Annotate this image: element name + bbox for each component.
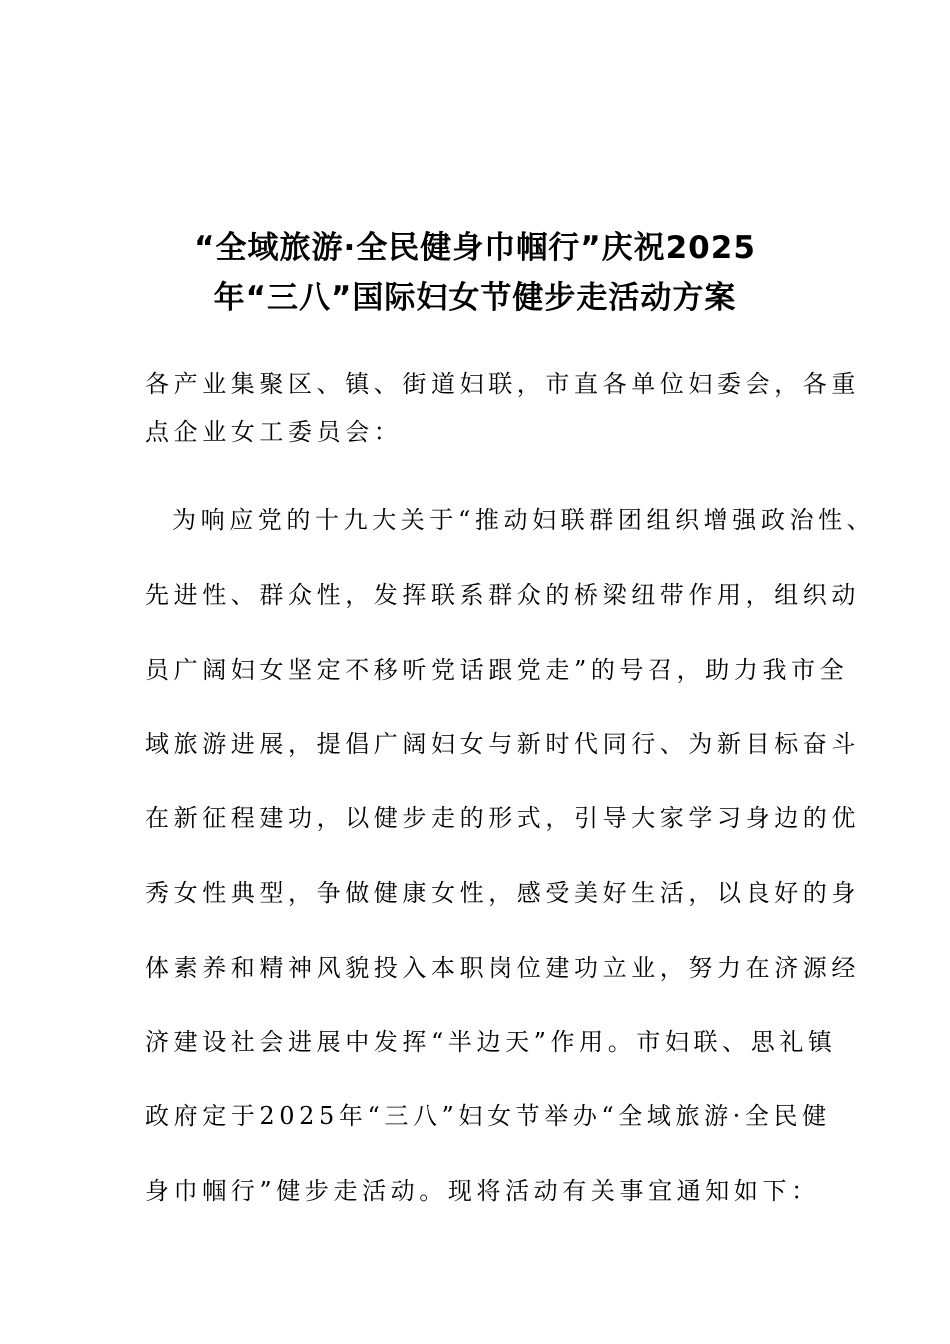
salutation-line-1: 各产业集聚区、镇、街道妇联，市直各单位妇委会，各重 (145, 370, 860, 398)
body-line-1: 为响应党的十九大关于“推动妇联群团组织增强政治性、 (172, 506, 876, 534)
body-line-10: 身巾帼行”健步走活动。现将活动有关事宜通知如下： (145, 1177, 820, 1205)
body-line-6: 秀女性典型，争做健康女性，感受美好生活，以良好的身 (145, 879, 860, 907)
body-line-5: 在新征程建功，以健步走的形式，引导大家学习身边的优 (145, 804, 860, 832)
body-line-8: 济建设社会进展中发挥“半边天”作用。市妇联、思礼镇 (145, 1028, 837, 1056)
document-title-line-1: “全域旅游·全民健身巾帼行”庆祝2025 (194, 230, 756, 266)
body-line-7: 体素养和精神风貌投入本职岗位建功立业，努力在济源经 (145, 954, 860, 982)
document-title-line-2: 年“三八”国际妇女节健步走活动方案 (213, 280, 737, 316)
body-line-9: 政府定于2025年“三八”妇女节举办“全域旅游·全民健 (145, 1102, 831, 1130)
body-line-4: 域旅游进展，提倡广阔妇女与新时代同行、为新目标奋斗 (145, 730, 860, 758)
body-line-2: 先进性、群众性，发挥联系群众的桥梁纽带作用，组织动 (145, 581, 860, 609)
salutation-line-2: 点企业女工委员会： (145, 418, 403, 446)
body-line-3: 员广阔妇女坚定不移听党话跟党走”的号召，助力我市全 (145, 656, 849, 684)
